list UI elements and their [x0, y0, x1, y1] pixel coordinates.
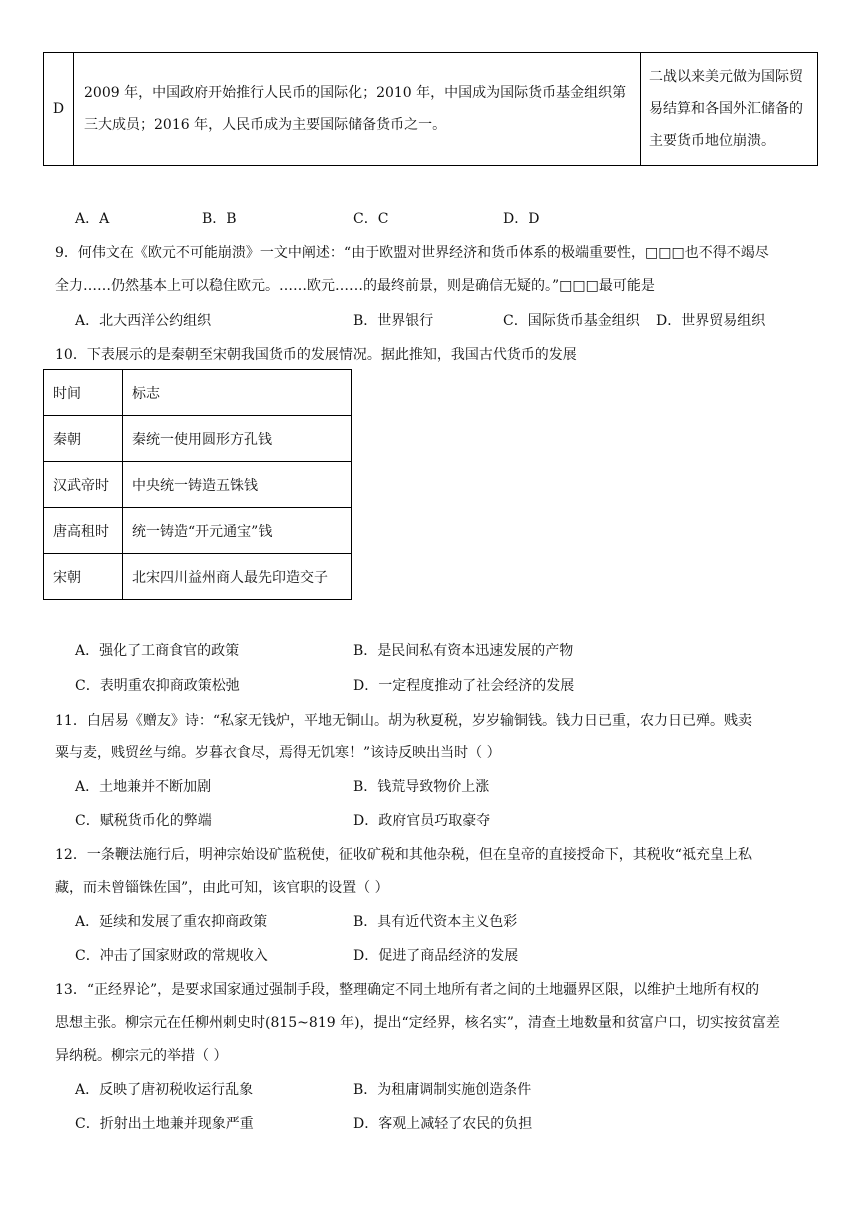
q9-option-d: D．世界贸易组织: [656, 313, 766, 329]
q12-stem-line2: 藏，而未曾锱铢佐国”，由此可知，该官职的设置（ ）: [55, 880, 389, 896]
cell-time: 汉武帝时: [44, 462, 123, 508]
cell-marker: 统一铸造“开元通宝”钱: [123, 508, 352, 554]
q13-stem-line2: 思想主张。柳宗元在任柳州刺史时(815~819 年)，提出“定经界，核名实”，清查土地数量和贫富户口，切实按贫富差: [55, 1015, 780, 1031]
q13-option-c: C．折射出土地兼并现象严重: [75, 1116, 254, 1132]
table-row: [44, 554, 352, 600]
q12-stem-line1: 12．一条鞭法施行后，明神宗始设矿监税使，征收矿税和其他杂税，但在皇帝的直接授命下，其税收“祗充皇上私: [55, 847, 752, 863]
row-letter: D: [44, 53, 74, 166]
q9-stem-line1: 9．何伟文在《欧元不可能崩溃》一文中阐述：“由于欧盟对世界经济和货币体系的极端重要性，□□□也不得不竭尽: [55, 245, 769, 261]
header-marker: 标志: [123, 370, 352, 416]
q11-option-b: B．钱荒导致物价上涨: [353, 779, 490, 795]
q11-stem-line1: 11．白居易《赠友》诗：“私家无钱炉，平地无铜山。胡为秋夏税，岁岁输铜钱。钱力日已重，农力日已殚。贱卖: [55, 713, 752, 729]
table-row: [44, 416, 352, 462]
cell-marker: 北宋四川益州商人最先印造交子: [123, 554, 352, 600]
q8-option-a: A．A: [75, 211, 110, 227]
q10-option-d: D．一定程度推动了社会经济的发展: [353, 678, 575, 694]
row-content: 2009 年，中国政府开始推行人民币的国际化；2010 年，中国成为国际货币基金组织第三大成员；2016 年，人民币成为主要国际储备货币之一。: [74, 53, 641, 166]
table-header-row: [44, 370, 352, 416]
q10-option-c: C．表明重农抑商政策松弛: [75, 678, 240, 694]
table-row: [44, 508, 352, 554]
row-result: 二战以来美元做为国际贸易结算和各国外汇储备的主要货币地位崩溃。: [641, 53, 818, 166]
q13-option-b: B．为租庸调制实施创造条件: [353, 1082, 532, 1098]
q12-option-c: C．冲击了国家财政的常规收入: [75, 948, 268, 964]
q8-option-d: D．D: [503, 211, 540, 227]
q11-stem-line2: 粟与麦，贱贸丝与绵。岁暮衣食尽，焉得无饥寒！”该诗反映出当时（ ）: [55, 745, 501, 761]
q11-option-a: A．土地兼并不断加剧: [75, 779, 212, 795]
q13-option-a: A．反映了唐初税收运行乱象: [75, 1082, 254, 1098]
q11-option-d: D．政府官员巧取豪夺: [353, 813, 491, 829]
q10-stem: 10．下表展示的是秦朝至宋朝我国货币的发展情况。据此推知，我国古代货币的发展: [55, 347, 577, 363]
currency-table: [43, 369, 352, 600]
table-row: [44, 53, 818, 166]
cell-marker: 秦统一使用圆形方孔钱: [123, 416, 352, 462]
q9-option-a: A．北大西洋公约组织: [75, 313, 212, 329]
cell-time: 宋朝: [44, 554, 123, 600]
q10-option-b: B．是民间私有资本迅速发展的产物: [353, 643, 574, 659]
q12-option-b: B．具有近代资本主义色彩: [353, 914, 518, 930]
q8-option-b: B．B: [202, 211, 237, 227]
q13-stem-line1: 13．“正经界论”，是要求国家通过强制手段，整理确定不同土地所有者之间的土地疆界区限，以维护土地所有权的: [55, 982, 760, 998]
q13-stem-line3: 异纳税。柳宗元的举措（ ）: [55, 1048, 228, 1064]
previous-question-table: [43, 52, 818, 166]
q9-stem-line2: 全力……仍然基本上可以稳住欧元。……欧元……的最终前景，则是确信无疑的。”□□□最可能是: [55, 278, 655, 294]
cell-marker: 中央统一铸造五铢钱: [123, 462, 352, 508]
cell-time: 秦朝: [44, 416, 123, 462]
cell-time: 唐高租时: [44, 508, 123, 554]
header-time: 时间: [44, 370, 123, 416]
q8-option-c: C．C: [353, 211, 389, 227]
q9-option-c: C．国际货币基金组织: [503, 313, 640, 329]
q12-option-d: D．促进了商品经济的发展: [353, 948, 519, 964]
table-row: [44, 462, 352, 508]
q10-option-a: A．强化了工商食官的政策: [75, 643, 240, 659]
q9-option-b: B．世界银行: [353, 313, 434, 329]
q12-option-a: A．延续和发展了重农抑商政策: [75, 914, 268, 930]
q11-option-c: C．赋税货币化的弊端: [75, 813, 212, 829]
q13-option-d: D．客观上减轻了农民的负担: [353, 1116, 533, 1132]
